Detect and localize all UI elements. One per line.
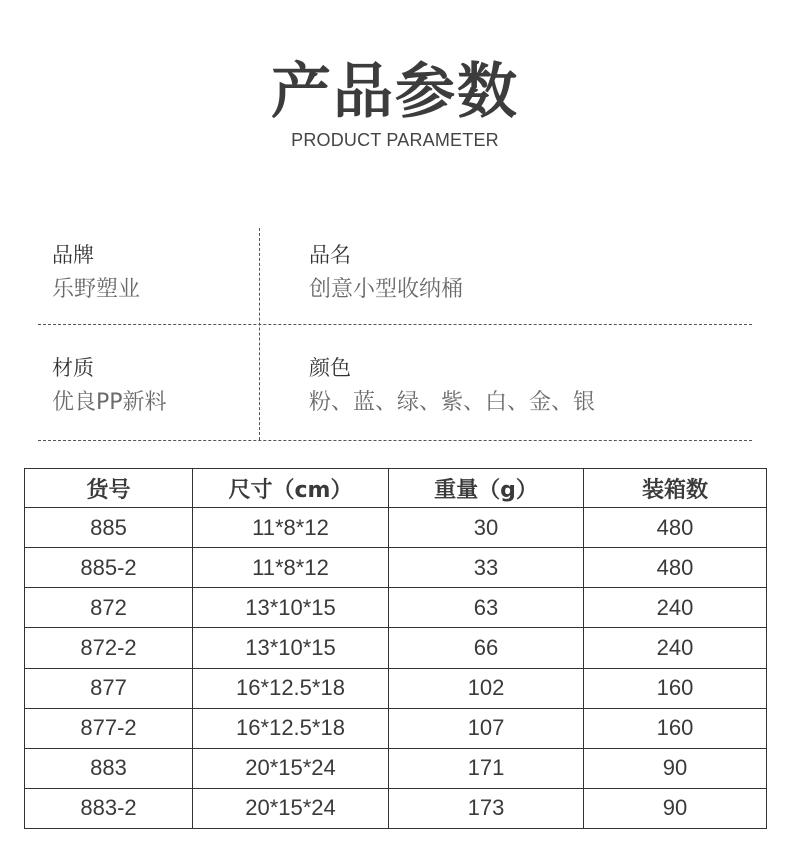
page-subtitle: PRODUCT PARAMETER	[291, 130, 499, 150]
cell-size: 11*8*12	[193, 508, 389, 548]
cell-weight: 102	[389, 668, 584, 708]
column-header-weight: 重量（g）	[389, 469, 584, 508]
cell-size: 13*10*15	[193, 588, 389, 628]
cell-item-number: 883	[25, 748, 193, 788]
table-row	[25, 548, 767, 588]
cell-item-number: 872-2	[25, 628, 193, 668]
table-row	[25, 788, 767, 828]
cell-size: 16*12.5*18	[193, 668, 389, 708]
cell-carton-qty: 480	[584, 508, 767, 548]
column-header-size: 尺寸（cm）	[193, 469, 389, 508]
cell-weight: 63	[389, 588, 584, 628]
cell-carton-qty: 90	[584, 788, 767, 828]
cell-carton-qty: 240	[584, 628, 767, 668]
cell-weight: 173	[389, 788, 584, 828]
cell-weight: 171	[389, 748, 584, 788]
cell-item-number: 883-2	[25, 788, 193, 828]
cell-size: 16*12.5*18	[193, 708, 389, 748]
table-row	[25, 588, 767, 628]
table-row	[25, 508, 767, 548]
cell-carton-qty: 480	[584, 548, 767, 588]
cell-carton-qty: 160	[584, 708, 767, 748]
cell-weight: 30	[389, 508, 584, 548]
spec-name-value: 创意小型收纳桶	[309, 277, 464, 302]
table-row	[25, 708, 767, 748]
column-header-item-number: 货号	[25, 469, 193, 508]
spec-material-label: 材质	[52, 356, 94, 380]
cell-item-number: 872	[25, 588, 193, 628]
spec-brand-label: 品牌	[52, 243, 94, 267]
cell-size: 13*10*15	[193, 628, 389, 668]
cell-item-number: 877-2	[25, 708, 193, 748]
cell-carton-qty: 90	[584, 748, 767, 788]
cell-item-number: 885	[25, 508, 193, 548]
spec-brand-value: 乐野塑业	[52, 277, 141, 302]
spec-color-label: 颜色	[309, 356, 351, 380]
table-row	[25, 748, 767, 788]
cell-size: 20*15*24	[193, 748, 389, 788]
column-header-carton-qty: 装箱数	[584, 469, 767, 508]
cell-weight: 33	[389, 548, 584, 588]
parameter-table	[24, 468, 767, 829]
spec-column-divider	[259, 228, 260, 440]
spec-name-label: 品名	[309, 243, 351, 267]
cell-item-number: 877	[25, 668, 193, 708]
table-row	[25, 668, 767, 708]
spec-divider	[38, 324, 752, 325]
cell-carton-qty: 160	[584, 668, 767, 708]
table-header-row	[25, 469, 767, 508]
spec-material-value: 优良PP新料	[52, 390, 167, 415]
cell-item-number: 885-2	[25, 548, 193, 588]
cell-weight: 107	[389, 708, 584, 748]
spec-divider	[38, 440, 752, 441]
cell-weight: 66	[389, 628, 584, 668]
spec-color-value: 粉、蓝、绿、紫、白、金、银	[309, 390, 596, 415]
page-title: 产品参数	[271, 57, 519, 127]
table-row	[25, 628, 767, 668]
cell-size: 11*8*12	[193, 548, 389, 588]
cell-size: 20*15*24	[193, 788, 389, 828]
cell-carton-qty: 240	[584, 588, 767, 628]
